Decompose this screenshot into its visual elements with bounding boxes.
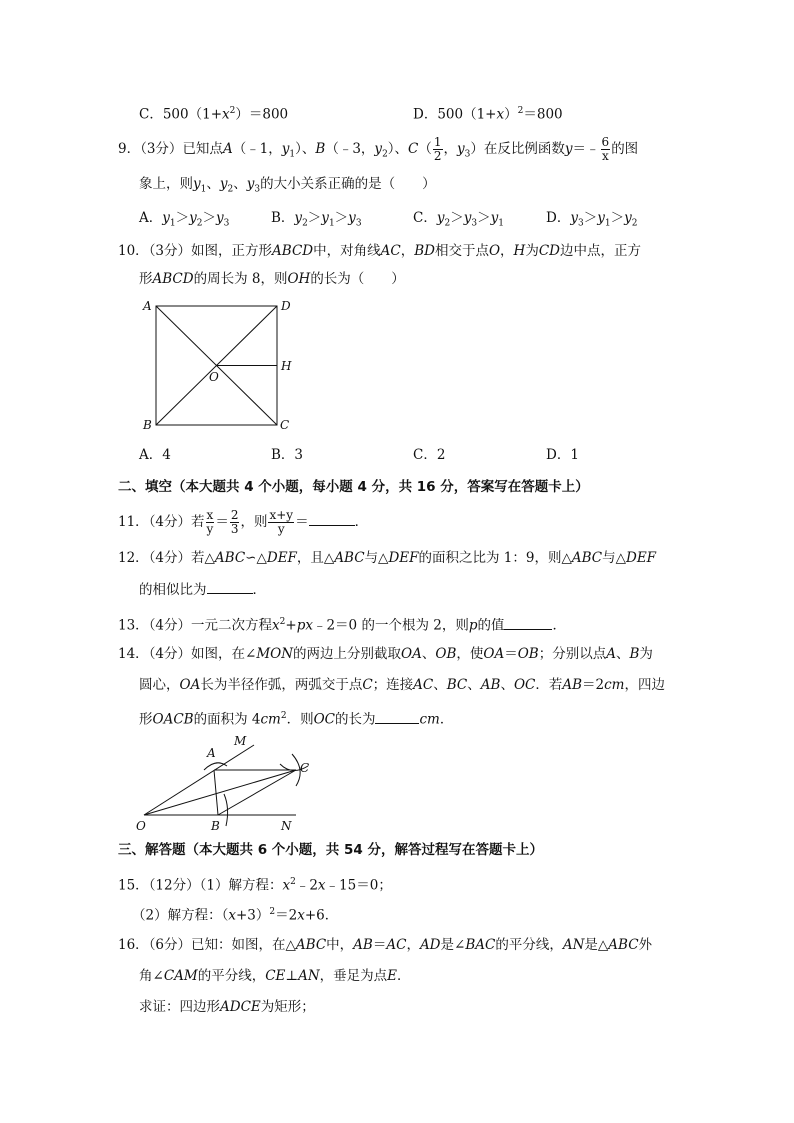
ray-om [144,745,254,815]
q14-line1: 14．（4分）如图，在∠MON的两边上分别截取OA、OB，使OA＝OB；分别以点A、B为 [118,646,653,662]
q8-option-c: C．$500(1+x^2)=800$ [139,106,289,123]
label-h: H [281,359,292,373]
section-3-heading: 三、解答题（本大题共 6 个小题，共 54 分，解答过程写在答题卡上） [118,842,543,858]
q9-option-a: A．$y_1>y_2>y_3$ [139,210,230,229]
q14-line3: 形OACB的面积为 $4cm^2$．则OC的长为 cm． [139,706,453,730]
label-d: D [281,299,291,313]
label-a: A [207,746,216,760]
q9-line2: 象上，则$y_1$、$y_2$、$y_3$的大小关系正确的是（ ） [139,176,436,195]
q10-option-a: A．4 [139,447,171,463]
q9-option-d: D．$y_3>y_1>y_2$ [546,210,638,229]
label-m: M [234,734,247,748]
label-n: N [281,819,292,833]
q8-option-d: D．$500(1+x)^2=800$ [413,106,563,123]
answer-blank [375,709,419,724]
answer-blank [504,615,552,630]
square-figure [140,296,300,436]
label-b: B [211,819,220,833]
label-c: C [280,418,290,432]
angle-construction-figure [130,730,330,835]
q11: 11．（4分）若 $\frac{x}{y}$ ＝ $\frac{2}{3}$ ，则 $\frac{x+y}{y}$ ＝ ． [118,508,369,536]
section-2-heading: 二、填空（本大题共 4 个小题，每小题 4 分，共 16 分，答案写在答题卡上） [118,479,589,495]
q12-line2: 的相似比为 ． [139,579,266,600]
segment-ab [214,770,218,815]
label-c: C [300,761,310,775]
segment-bc [218,770,296,815]
q9-option-b: B．$y_2>y_1>y_3$ [271,210,362,229]
q14-line2: 圆心，OA长为半径作弧，两弧交于点C；连接AC、BC、AB、OC．若AB＝2cm，四边 [139,677,665,693]
q15-part2: （2）解方程：$(x+3)^2=2x+6$． [132,907,339,924]
q12-line1: 12．（4分）若△ABC∽△DEF，且△ABC与△DEF的面积之比为 1：9，则△ABC与△DEF [118,550,657,566]
q10-option-d: D．1 [546,447,579,463]
answer-blank [309,511,355,526]
segment-oc [144,770,296,815]
label-o: O [136,819,146,833]
q9-option-c: C．$y_2>y_3>y_1$ [413,210,504,229]
q10-option-b: B．3 [271,447,304,463]
label-a: A [143,299,152,313]
label-b: B [143,418,152,432]
label-o: O [209,370,219,384]
q16-line3: 求证：四边形ADCE为矩形； [139,999,315,1015]
q9-line1: 9．（3分）已知点A（﹣1，$y_1$）、B（﹣3，$y_2$）、C（ $\frac{1}{2}$ ，$y_3$）在反比例函数y＝﹣ $\frac{6}{x}$ 的图 [118,135,639,163]
q16-line2: 角∠CAM的平分线，CE⊥AN，垂足为点E． [139,968,411,984]
fraction-six-over-x: $\frac{6}{x}$ [601,135,610,163]
q15-part1: 15．（12分）（1）解方程：$x^2﹣2x﹣15=0$； [118,877,392,894]
q10-option-c: C．2 [413,447,446,463]
q13: 13．（4分）一元二次方程$x^2+px﹣2=0$ 的一个根为 2，则p的值 ． [118,612,566,636]
q16-line1: 16．（6分）已知：如图，在△ABC中，AB＝AC，AD是∠BAC的平分线，AN是△ABC外 [118,937,653,953]
fraction-one-half: $\frac{1}{2}$ [433,135,442,163]
q10-line1: 10．（3分）如图，正方形ABCD中，对角线AC，BD相交于点O，H为CD边中点，正方 [118,243,641,259]
q10-line2: 形ABCD的周长为 8，则OH的长为（ ） [139,271,405,287]
answer-blank [207,579,253,594]
